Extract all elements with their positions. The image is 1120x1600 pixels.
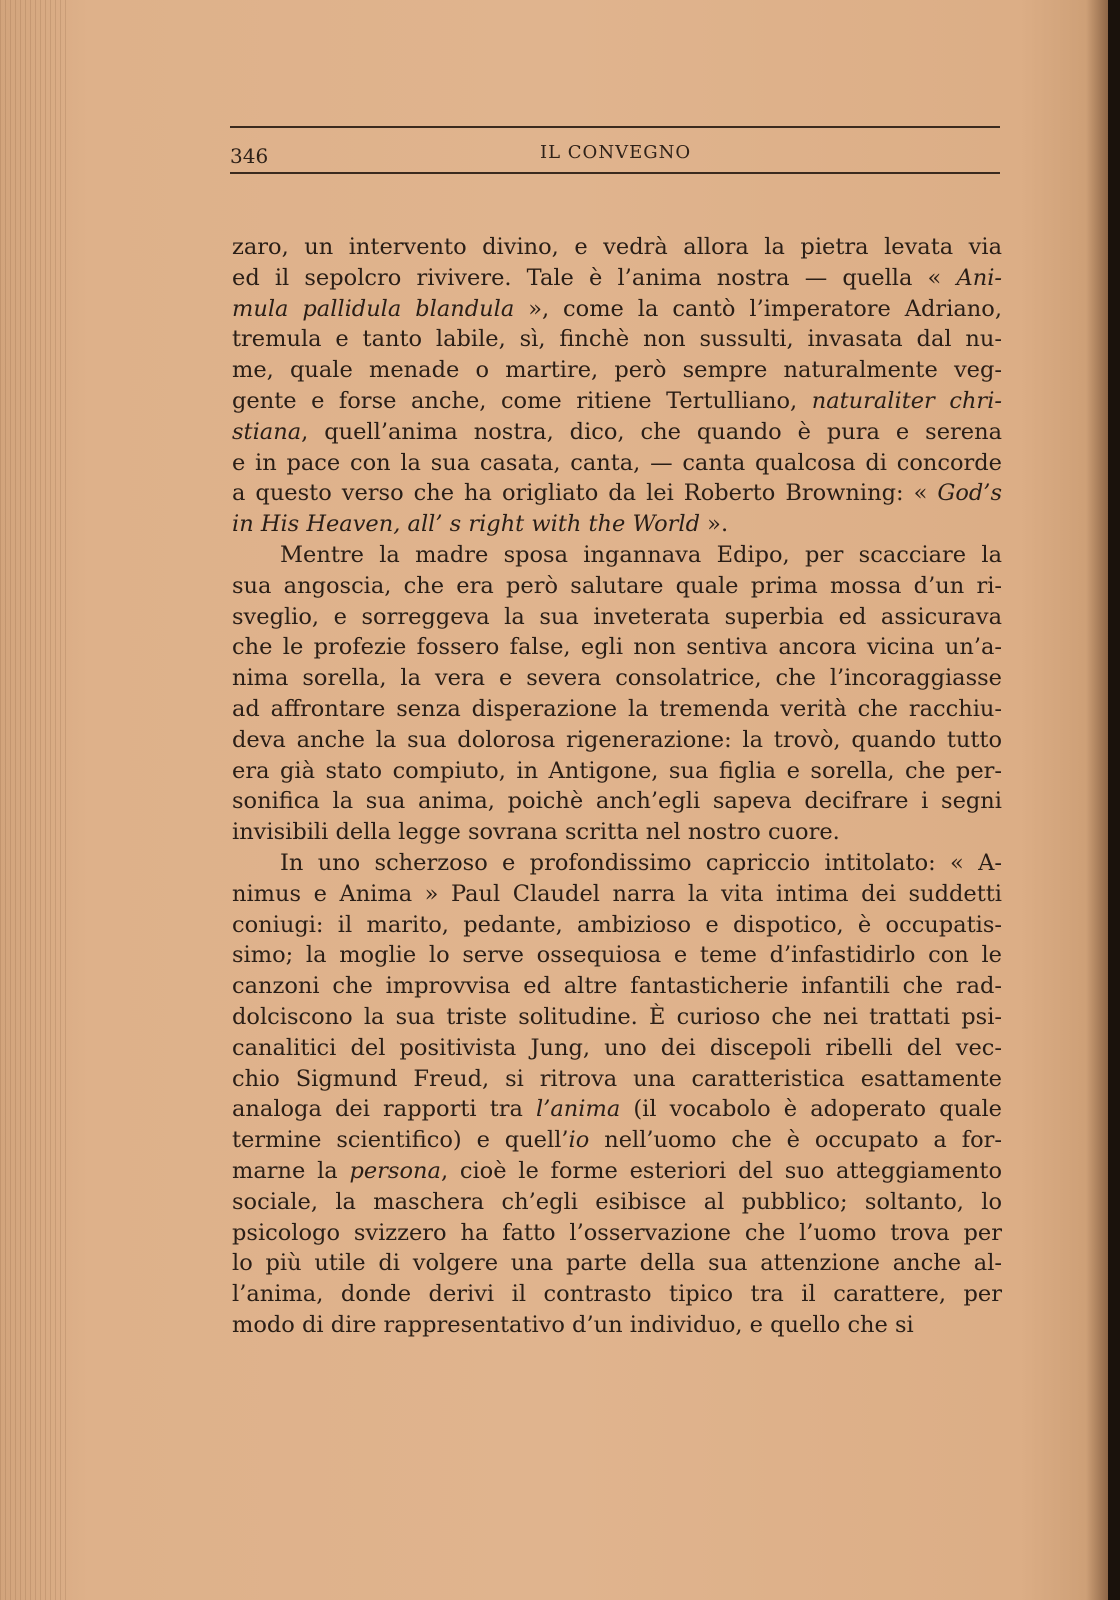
text-run: sonifica la sua anima, poichè anch’egli sapeva decifrare i segni bbox=[232, 788, 1002, 815]
text-run: zaro, un intervento divino, e vedrà allora la pietra levata via bbox=[232, 234, 1002, 260]
text-run: ». bbox=[700, 511, 729, 538]
text-line bbox=[232, 632, 1002, 663]
text-line bbox=[232, 1248, 1002, 1279]
text-line bbox=[232, 324, 1002, 355]
text-line bbox=[232, 848, 1002, 879]
text-line bbox=[232, 294, 1002, 325]
text-run: naturaliter chri- bbox=[811, 387, 1002, 414]
page-number: 346 bbox=[230, 144, 269, 168]
text-line bbox=[232, 386, 1002, 417]
text-run: dolciscono la sua triste solitudine. È curioso che nei trattati psi- bbox=[232, 1003, 1002, 1030]
text-line bbox=[232, 1094, 1002, 1125]
text-line bbox=[232, 725, 1002, 756]
text-run: , quell’anima nostra, dico, che quando è pura e serena bbox=[301, 418, 1002, 445]
header-rule-top bbox=[230, 126, 1000, 128]
text-line bbox=[232, 1064, 1002, 1095]
text-line bbox=[232, 571, 1002, 602]
text-run: Mentre la madre sposa ingannava Edipo, per scacciare la bbox=[280, 541, 1002, 568]
text-line bbox=[232, 417, 1002, 448]
text-line bbox=[232, 478, 1002, 509]
running-header bbox=[230, 120, 1000, 180]
text-run: », come la cantò l’imperatore Adriano, bbox=[514, 295, 1002, 322]
text-run: God’s bbox=[937, 480, 1002, 507]
text-run: me, quale menade o martire, però sempre naturalmente veg- bbox=[232, 357, 1002, 384]
text-line bbox=[232, 448, 1002, 479]
text-run: stiana bbox=[232, 418, 302, 445]
text-run: l’anima bbox=[536, 1096, 621, 1123]
text-run: in His Heaven, all’ s right with the World bbox=[232, 511, 701, 538]
text-run: chio Sigmund Freud, si ritrova una caratteristica esattamente bbox=[232, 1065, 1002, 1092]
text-line bbox=[232, 1033, 1002, 1064]
text-line bbox=[232, 1310, 1002, 1341]
text-run: In uno scherzoso e profondissimo capriccio intitolato: « A- bbox=[280, 849, 1002, 876]
text-run: lo più utile di volgere una parte della sua attenzione anche al- bbox=[232, 1250, 1002, 1277]
text-run: modo di dire rappresentativo d’un individuo, e quello che si bbox=[232, 1311, 914, 1338]
text-run: gente e forse anche, come ritiene Tertulliano, bbox=[232, 387, 812, 414]
text-line bbox=[232, 1002, 1002, 1033]
text-line bbox=[232, 786, 1002, 817]
header-rule-bottom bbox=[230, 172, 1000, 174]
text-run: nima sorella, la vera e severa consolatrice, che l’incoraggiasse bbox=[232, 665, 1002, 692]
text-line bbox=[232, 540, 1002, 571]
text-line bbox=[232, 509, 1002, 540]
text-run: ad affrontare senza disperazione la tremenda verità che racchiu- bbox=[232, 695, 1002, 722]
text-run: deva anche la sua dolorosa rigenerazione: la trovò, quando tutto bbox=[232, 726, 1002, 753]
text-line bbox=[232, 940, 1002, 971]
text-line bbox=[232, 602, 1002, 633]
text-run: , cioè le forme esteriori del suo atteggiamento bbox=[440, 1157, 1002, 1184]
text-run: marne la bbox=[232, 1157, 350, 1184]
text-run: analoga dei rapporti tra bbox=[232, 1096, 537, 1123]
text-line bbox=[232, 232, 1002, 263]
text-line bbox=[232, 1279, 1002, 1310]
text-line bbox=[232, 263, 1002, 294]
text-run: simo; la moglie lo serve ossequiosa e teme d’infastidirlo con le bbox=[232, 942, 1002, 969]
text-run: sveglio, e sorreggeva la sua inveterata superbia ed assicurava bbox=[232, 603, 1002, 630]
text-run: io bbox=[568, 1127, 590, 1154]
text-run: a questo verso che ha origliato da lei Roberto Browning: « bbox=[232, 480, 938, 507]
text-run: canzoni che improvvisa ed altre fantasticherie infantili che rad- bbox=[232, 973, 1002, 1000]
text-run: coniugi: il marito, pedante, ambizioso e dispotico, è occupatis- bbox=[232, 911, 1002, 938]
text-line bbox=[232, 910, 1002, 941]
text-run: sua angoscia, che era però salutare quale prima mossa d’un ri- bbox=[232, 572, 1002, 599]
paragraph bbox=[232, 540, 1002, 848]
body-text bbox=[232, 232, 1002, 1341]
text-line bbox=[232, 663, 1002, 694]
text-run: persona bbox=[349, 1157, 441, 1184]
text-line bbox=[232, 971, 1002, 1002]
text-line bbox=[232, 817, 1002, 848]
text-line bbox=[232, 1218, 1002, 1249]
text-run: tremula e tanto labile, sì, finchè non sussulti, invasata dal nu- bbox=[232, 326, 1002, 353]
paragraph bbox=[232, 848, 1002, 1341]
stacked-page-edges bbox=[0, 0, 70, 1600]
running-title: IL CONVEGNO bbox=[540, 142, 692, 163]
text-run: sociale, la maschera ch’egli esibisce al pubblico; soltanto, lo bbox=[232, 1188, 1002, 1215]
text-run: era già stato compiuto, in Antigone, sua figlia e sorella, che per- bbox=[232, 757, 1002, 784]
text-line bbox=[232, 879, 1002, 910]
text-run: nimus e Anima » Paul Claudel narra la vita intima dei suddetti bbox=[232, 880, 1002, 907]
text-run: invisibili della legge sovrana scritta nel nostro cuore. bbox=[232, 819, 840, 846]
text-line bbox=[232, 694, 1002, 725]
text-run: ed il sepolcro rivivere. Tale è l’anima nostra — quella « bbox=[232, 264, 957, 291]
paragraph bbox=[232, 232, 1002, 540]
text-run: l’anima, donde derivi il contrasto tipico tra il carattere, per bbox=[232, 1281, 1002, 1308]
text-run: nell’uomo che è occupato a for- bbox=[589, 1127, 1002, 1154]
text-line bbox=[232, 355, 1002, 386]
text-run: che le profezie fossero false, egli non sentiva ancora vicina un’a- bbox=[232, 634, 1002, 661]
text-run: psicologo svizzero ha fatto l’osservazione che l’uomo trova per bbox=[232, 1219, 1002, 1246]
text-run: mula pallidula blandula bbox=[232, 295, 515, 322]
text-run: Ani- bbox=[956, 264, 1002, 291]
text-line bbox=[232, 1125, 1002, 1156]
text-line bbox=[232, 756, 1002, 787]
text-line bbox=[232, 1187, 1002, 1218]
text-run: (il vocabolo è adoperato quale bbox=[620, 1096, 1002, 1123]
text-line bbox=[232, 1156, 1002, 1187]
text-run: termine scientifico) e quell’ bbox=[232, 1127, 569, 1154]
text-run: e in pace con la sua casata, canta, — canta qualcosa di concorde bbox=[232, 449, 1002, 476]
text-run: canalitici del positivista Jung, uno dei discepoli ribelli del vec- bbox=[232, 1034, 1002, 1061]
gutter-shadow bbox=[1086, 0, 1108, 1600]
